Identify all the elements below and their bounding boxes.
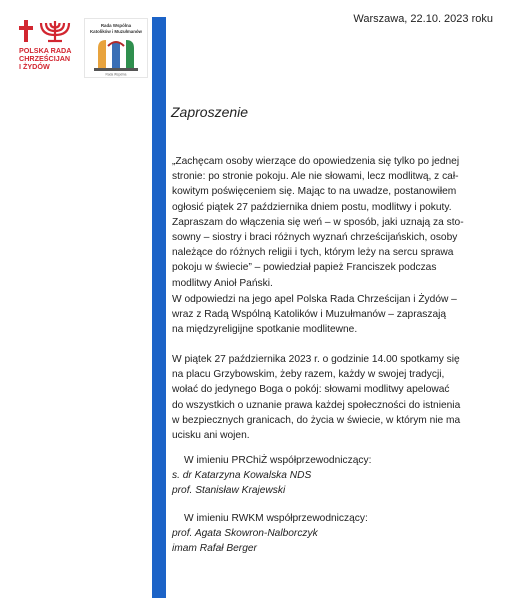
text-line: na placu Grzybowskim, żeby razem, każdy w swojej tradycji, — [172, 369, 445, 381]
text-line: modlitwy Anioł Pański. — [172, 277, 273, 289]
signature-block-rwkm — [172, 511, 472, 556]
signatory-name: prof. Stanisław Krajewski — [172, 485, 286, 496]
text-line: Zapraszam do włączenia się weń – w sposób, jaki uznają za sto- — [172, 216, 464, 228]
paragraph-event-details — [172, 352, 464, 443]
document-title: Zaproszenie — [171, 104, 249, 120]
paragraph-quote — [172, 154, 464, 291]
paragraph-response — [172, 292, 464, 338]
signatory-name: s. dr Katarzyna Kowalska NDS — [172, 470, 312, 481]
text-line: wraz z Radą Wspólną Katolików i Muzułmanów – zapraszają — [172, 309, 447, 321]
text-line: należące do różnych religii i tych, którym leży na sercu sprawa — [172, 247, 454, 259]
text-line: na międzyreligijne spotkanie modlitewne. — [172, 324, 358, 336]
accent-bar — [152, 17, 166, 598]
signature-block-prchiz — [172, 453, 472, 498]
rwkm-logo — [84, 18, 148, 78]
svg-text:CHRZEŚCIJAN: CHRZEŚCIJAN — [19, 54, 71, 63]
text-line: sowny – siostry i braci różnych wyznań chrześcijańskich, osoby — [172, 232, 458, 244]
signature-heading: W imieniu RWKM współprzewodniczący: — [184, 513, 368, 524]
text-line: wołać do jedynego Boga o pokój: słowami modlitwy apelować — [172, 384, 450, 396]
svg-text:Katolików i Muzułmanów: Katolików i Muzułmanów — [90, 29, 142, 34]
signatory-name: prof. Agata Skowron-Nalborczyk — [172, 528, 318, 539]
text-line: „Zachęcam osoby wierzące do opowiedzenia się tylko po jednej — [172, 156, 460, 167]
text-line: kowitym poświęceniem się. Mając to na uwadze, postanowiłem — [172, 186, 457, 198]
text-line: W piątek 27 października 2023 r. o godzinie 14.00 spotkamy się — [172, 354, 460, 365]
svg-text:Rada Wspólna: Rada Wspólna — [105, 72, 127, 77]
svg-text:POLSKA RADA: POLSKA RADA — [19, 46, 72, 55]
text-line: W odpowiedzi na jego apel Polska Rada Chrześcijan i Żydów – — [172, 294, 457, 305]
date-line: Warszawa, 22.10. 2023 roku — [353, 13, 493, 25]
svg-text:Rada Wspólna: Rada Wspólna — [100, 23, 132, 28]
text-line: pokoju w świecie” – powiedział papież Franciszek podczas — [172, 262, 437, 274]
text-line: w bezpiecznych granicach, do życia w świecie, w którym nie ma — [172, 414, 461, 426]
signatory-name: imam Rafał Berger — [172, 543, 257, 554]
text-line: stronie: po stronie pokoju. Ale nie słowami, lecz modlitwą, z cał- — [172, 171, 459, 183]
prchiz-logo — [17, 17, 77, 77]
signature-heading: W imieniu PRChiŻ współprzewodniczący: — [184, 455, 372, 466]
text-line: ogłosić piątek 27 października dniem postu, modlitwy i pokuty. — [172, 201, 452, 213]
text-line: ucisku ani wojen. — [172, 430, 250, 442]
text-line: do wszystkich o uznanie prawa każdej społeczności do istnienia — [172, 399, 461, 411]
svg-text:I ŻYDÓW: I ŻYDÓW — [19, 62, 50, 71]
